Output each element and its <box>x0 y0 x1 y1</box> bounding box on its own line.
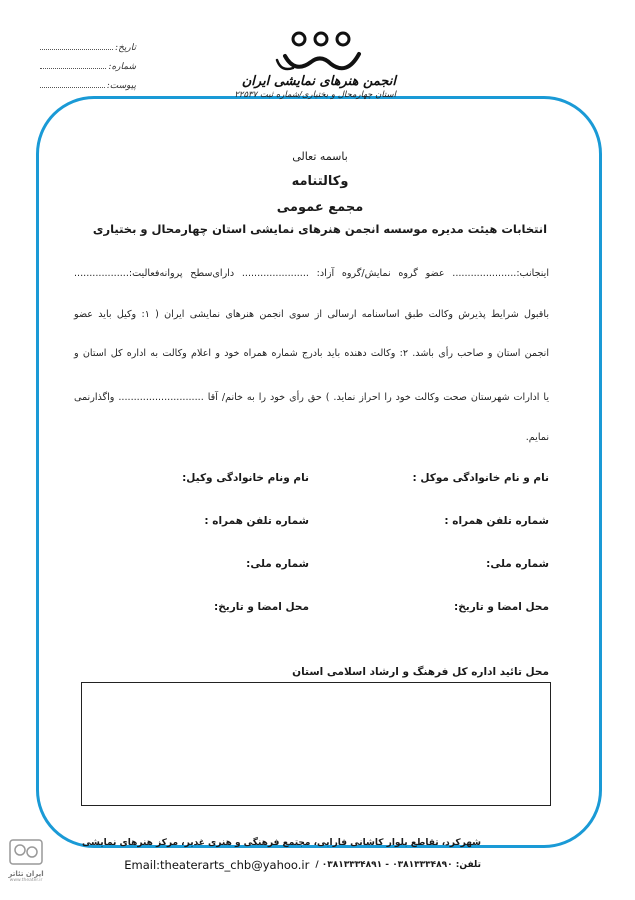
number-field <box>40 53 136 72</box>
logo-title: انجمن هنرهای نمایشی ایران <box>241 74 396 89</box>
principal-id-label: شماره ملی: <box>486 558 549 570</box>
attachment-dotted-line <box>40 87 105 88</box>
body-line-3: انجمن استان و صاحب رأی باشد. ۲: وکالت دهنده باید بادرج شماره همراه خود و اعلام وکالت به اداره کل استان و <box>74 348 549 359</box>
principal-name-label: نام و نام خانوادگی موکل : <box>412 472 549 484</box>
body-line-2: باقبول شرایط پذیرش وکالت طبق اساسنامه ارسالی از سوی انجمن هنرهای نمایشی ایران ( ۱: وکیل باید عضو <box>74 309 549 320</box>
agent-sign-label: محل امضا و تاریخ: <box>214 601 309 613</box>
footer-phone: تلفن: ۰۳۸۱۳۳۳۴۸۹۰ - ۰۳۸۱۳۳۳۴۸۹۱ / <box>315 860 481 870</box>
watermark-stamp <box>6 838 46 886</box>
logo-subtitle: استان چهارمحال و بختیاری/شماره ثبت ۲۲۵۳۷ <box>234 90 396 100</box>
body-line-4: یا ادارات شهرستان صحت وکالت خود را احراز نماید. ) حق رأی خود را به خانم/ آقا ............................ واگذارنمی <box>74 392 549 403</box>
document-title: وکالتنامه <box>291 174 349 189</box>
approval-label: محل تائید اداره کل فرهنگ و ارشاد اسلامی استان <box>292 666 549 678</box>
date-label: تاریخ: <box>115 43 136 53</box>
number-dotted-line <box>40 68 106 69</box>
attachment-field <box>40 72 136 91</box>
election-title: انتخابات هیئت مدیره موسسه انجمن هنرهای نمایشی استان چهارمحال و بختیاری <box>92 222 548 236</box>
theater-mask-icon <box>8 838 44 866</box>
date-dotted-line <box>40 49 113 50</box>
principal-phone-label: شماره تلفن همراه : <box>444 515 549 527</box>
number-label: شماره: <box>108 62 136 72</box>
reference-fields <box>40 34 136 91</box>
basmala: باسمه تعالی <box>292 150 348 163</box>
logo-mark-icon <box>271 30 371 76</box>
stamp-text: ایران تئاتر <box>8 870 44 878</box>
assembly-title: مجمع عمومی <box>276 200 364 215</box>
principal-sign-label: محل امضا و تاریخ: <box>454 601 549 613</box>
footer-contact <box>124 858 481 872</box>
agent-phone-label: شماره تلفن همراه : <box>204 515 309 527</box>
body-line-1: اینجانب:..................... عضو گروه نمایش/گروه آزاد: ...................... دارای‌سطح پروانه‌فعالیت:.................. <box>74 268 549 279</box>
footer-email: Email:theaterarts_chb@yahoo.ir <box>124 858 310 872</box>
approval-box <box>81 682 551 806</box>
association-logo <box>234 30 396 122</box>
body-line-5: نمایم. <box>525 432 549 443</box>
footer-address: شهرکرد، تقاطع بلوار کاشانی فارابی، مجتمع فرهنگی و هنری غدیر، مرکز هنرهای نمایشی <box>81 838 481 848</box>
stamp-url: www.theater.ir <box>9 878 43 883</box>
agent-name-label: نام ونام خانوادگی وکیل: <box>182 472 309 484</box>
agent-id-label: شماره ملی: <box>246 558 309 570</box>
date-field <box>40 34 136 53</box>
attachment-label: پیوست: <box>106 81 136 91</box>
